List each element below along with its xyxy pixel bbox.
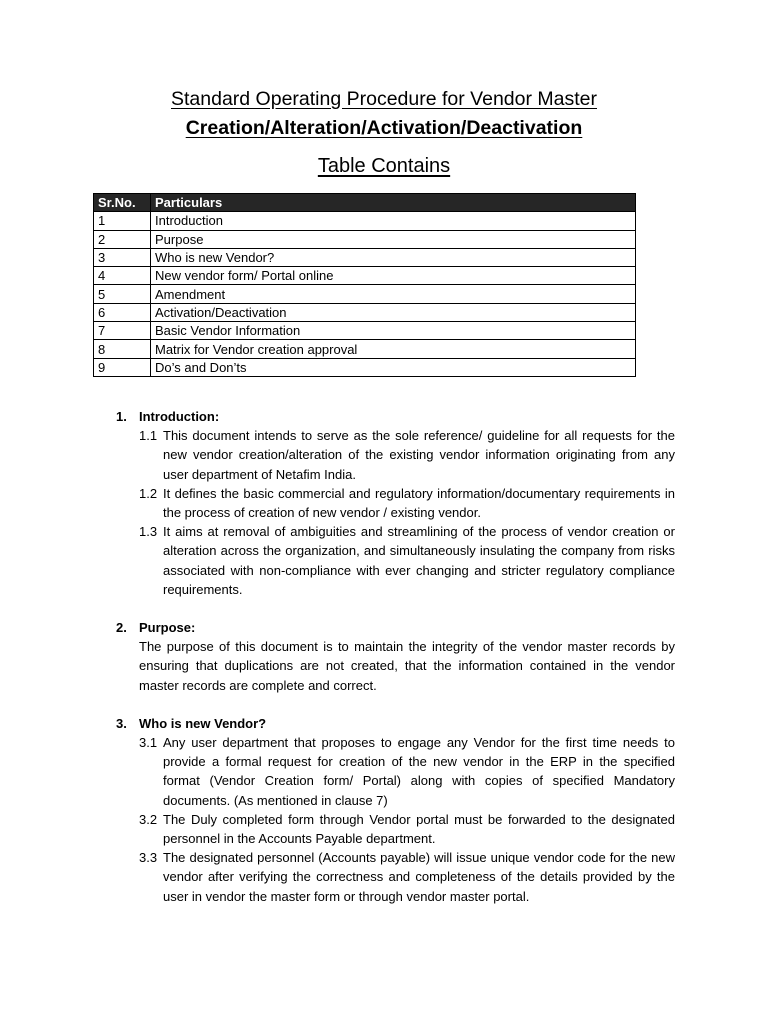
section-heading (0, 618, 768, 637)
section-who-is-new-vendor (0, 714, 768, 906)
table-cell-particular: Amendment (151, 285, 636, 303)
item-text: Any user department that proposes to engage any Vendor for the first time needs to provide a formal request for creation of the new vendor in the ERP in the specified format (Vendor Creation form/ Portal) along with copies of specified Mandatory documents. (As mentioned in clause 7) (163, 735, 675, 808)
list-item (139, 810, 675, 848)
section-heading (0, 714, 768, 733)
table-row (94, 285, 636, 303)
list-item (139, 426, 675, 484)
table-cell-particular: Activation/Deactivation (151, 303, 636, 321)
section-number: 2. (116, 620, 127, 636)
table-cell-srno: 7 (94, 322, 151, 340)
table-row (94, 230, 636, 248)
contents-table (93, 193, 636, 377)
table-cell-srno: 9 (94, 358, 151, 376)
section-title: Purpose: (139, 620, 196, 636)
table-cell-srno: 5 (94, 285, 151, 303)
section-heading (0, 407, 768, 426)
section-title: Who is new Vendor? (139, 715, 267, 731)
table-cell-srno: 1 (94, 212, 151, 230)
column-header-particulars: Particulars (151, 194, 636, 212)
section-number: 3. (116, 715, 127, 731)
table-cell-srno: 2 (94, 230, 151, 248)
table-cell-particular: Matrix for Vendor creation approval (151, 340, 636, 358)
table-cell-particular: Purpose (151, 230, 636, 248)
table-caption: Table Contains (317, 155, 451, 177)
section-introduction (0, 407, 768, 599)
document-body (0, 407, 768, 906)
table-cell-srno: 6 (94, 303, 151, 321)
item-number: 1.2 (139, 485, 158, 501)
table-row (94, 303, 636, 321)
section-title: Introduction: (139, 409, 220, 424)
section-purpose (0, 618, 768, 695)
table-cell-srno: 3 (94, 248, 151, 266)
item-text: The Duly completed form through Vendor portal must be forwarded to the designated personnel in the Accounts Payable department. (163, 811, 675, 847)
column-header-srno: Sr.No. (94, 194, 151, 212)
table-cell-srno: 4 (94, 267, 151, 285)
list-item (139, 484, 675, 522)
section-paragraph: The purpose of this document is to maintain the integrity of the vendor master records by ensuring that duplications are not created, that the information contained in the vendor master records are complete and correct. (139, 639, 675, 693)
table-cell-particular: Introduction (151, 212, 636, 230)
item-text: This document intends to serve as the sole reference/ guideline for all requests for the new vendor creation/alteration of the existing vendor information originating from any user department of Netafim India. (163, 428, 675, 482)
table-cell-particular: Basic Vendor Information (151, 322, 636, 340)
table-row (94, 267, 636, 285)
table-row (94, 340, 636, 358)
table-row (94, 212, 636, 230)
table-cell-particular: Do’s and Don’ts (151, 358, 636, 376)
item-number: 3.1 (139, 735, 158, 751)
table-header-row (94, 194, 636, 212)
table-cell-particular: New vendor form/ Portal online (151, 267, 636, 285)
item-number: 1.1 (139, 428, 158, 444)
list-item (139, 848, 675, 906)
list-item (139, 522, 675, 599)
table-cell-srno: 8 (94, 340, 151, 358)
item-number: 3.3 (139, 850, 158, 866)
item-text: It defines the basic commercial and regulatory information/documentary requirements in the process of creation of new vendor / existing vendor. (163, 485, 675, 521)
document-title-line1: Standard Operating Procedure for Vendor Master (171, 88, 597, 110)
table-cell-particular: Who is new Vendor? (151, 248, 636, 266)
section-number: 1. (116, 409, 127, 424)
document-title-line2: Creation/Alteration/Activation/Deactivation (185, 117, 583, 139)
item-number: 3.2 (139, 811, 158, 827)
table-row (94, 322, 636, 340)
item-number: 1.3 (139, 524, 158, 540)
table-row (94, 358, 636, 376)
list-item (139, 733, 675, 810)
table-row (94, 248, 636, 266)
item-text: It aims at removal of ambiguities and streamlining of the process of vendor creation or alteration across the organization, and simultaneously insulating the company from risks associated with non-compliance with ever changing and stricter regulatory compliance requirements. (163, 524, 675, 597)
item-text: The designated personnel (Accounts payable) will issue unique vendor code for the new vendor after verifying the correctness and completeness of the details provided by the user in vendor the master form or through vendor master portal. (163, 850, 675, 904)
